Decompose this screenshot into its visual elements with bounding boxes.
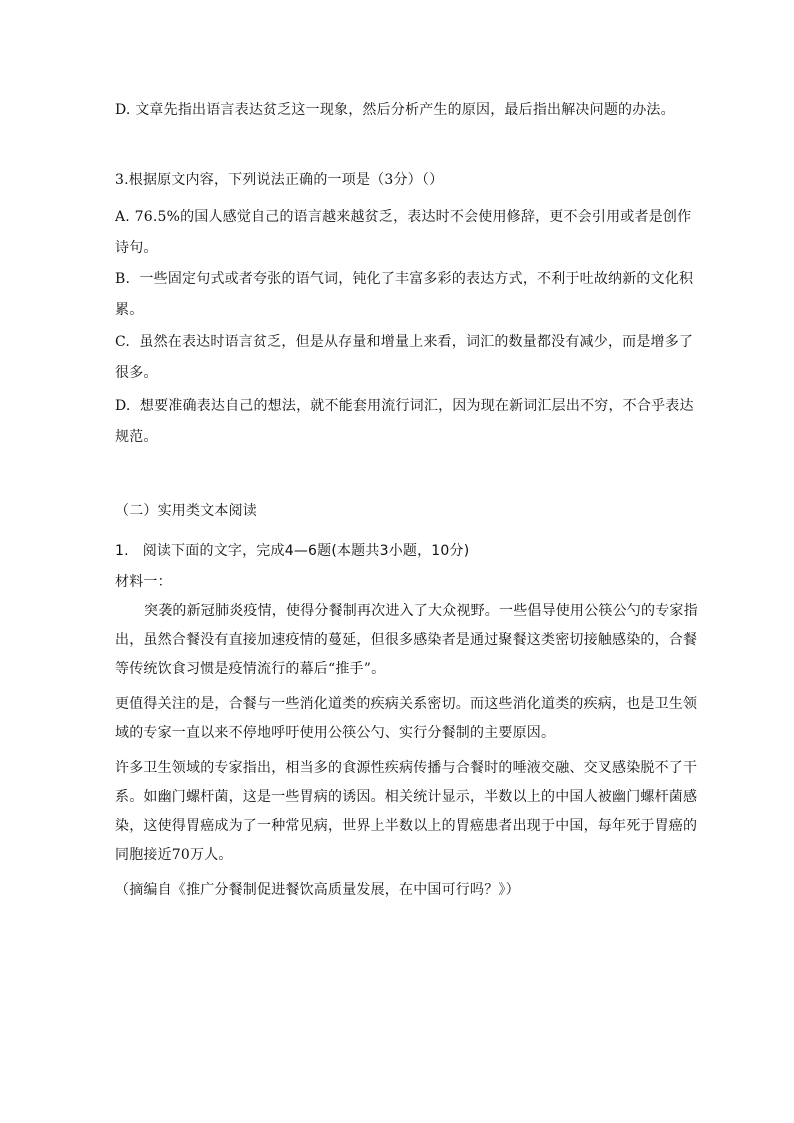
question3-option-d: D. 想要准确表达自己的想法，就不能套用流行词汇，因为现在新词汇层出不穷，不合乎表达规范。 [115,398,694,445]
question3-option-c: C. 虽然在表达时语言贫乏，但是从存量和增量上来看，词汇的数量都没有减少，而是增多了很多。 [115,334,694,381]
material-source: （摘编自《推广分餐制促进餐饮高质量发展，在中国可行吗？》） [115,882,520,898]
question3-option-b: B. 一些固定句式或者夸张的语气词，钝化了丰富多彩的表达方式，不利于吐故纳新的文化积累。 [115,271,694,318]
material-paragraph-3: 许多卫生领域的专家指出，相当多的食源性疾病传播与合餐时的唾液交融、交叉感染脱不了干系。如幽门螺杆菌，这是一些胃病的诱因。相关统计显示，半数以上的中国人被幽门螺杆菌感染，这使得胃癌成为了一种常见病，世界上半数以上的胃癌患者出现于中国，每年死于胃癌的同胞接近70万人。 [115,760,698,863]
question2-option-d: D. 文章先指出语言表达贫乏这一现象，然后分析产生的原因，最后指出解决问题的办法。 [115,102,675,118]
question3-option-a: A. 76.5%的国人感觉自己的语言越来越贫乏，表达时不会使用修辞，更不会引用或者是创作诗句。 [115,209,692,256]
material-paragraph-2: 更值得关注的是，合餐与一些消化道类的疾病关系密切。而这些消化道类的疾病，也是卫生领域的专家一直以来不停地呼吁使用公筷公勺、实行分餐制的主要原因。 [115,696,698,741]
material-paragraph-1: 突袭的新冠肺炎疫情，使得分餐制再次进入了大众视野。一些倡导使用公筷公勺的专家指出，虽然合餐没有直接加速疫情的蔓延，但很多感染者是通过聚餐这类密切接触感染的，合餐等传统饮食习惯是疫情流行的幕后“推手”。 [115,603,698,677]
section-heading: （二）实用类文本阅读 [115,503,257,519]
reading-instruction: 1. 阅读下面的文字，完成4—6题(本题共3小题，10分) [115,543,470,559]
material-label: 材料一： [115,574,172,590]
question3-stem: 3.根据原文内容，下列说法正确的一项是（3分）（） [115,172,444,188]
